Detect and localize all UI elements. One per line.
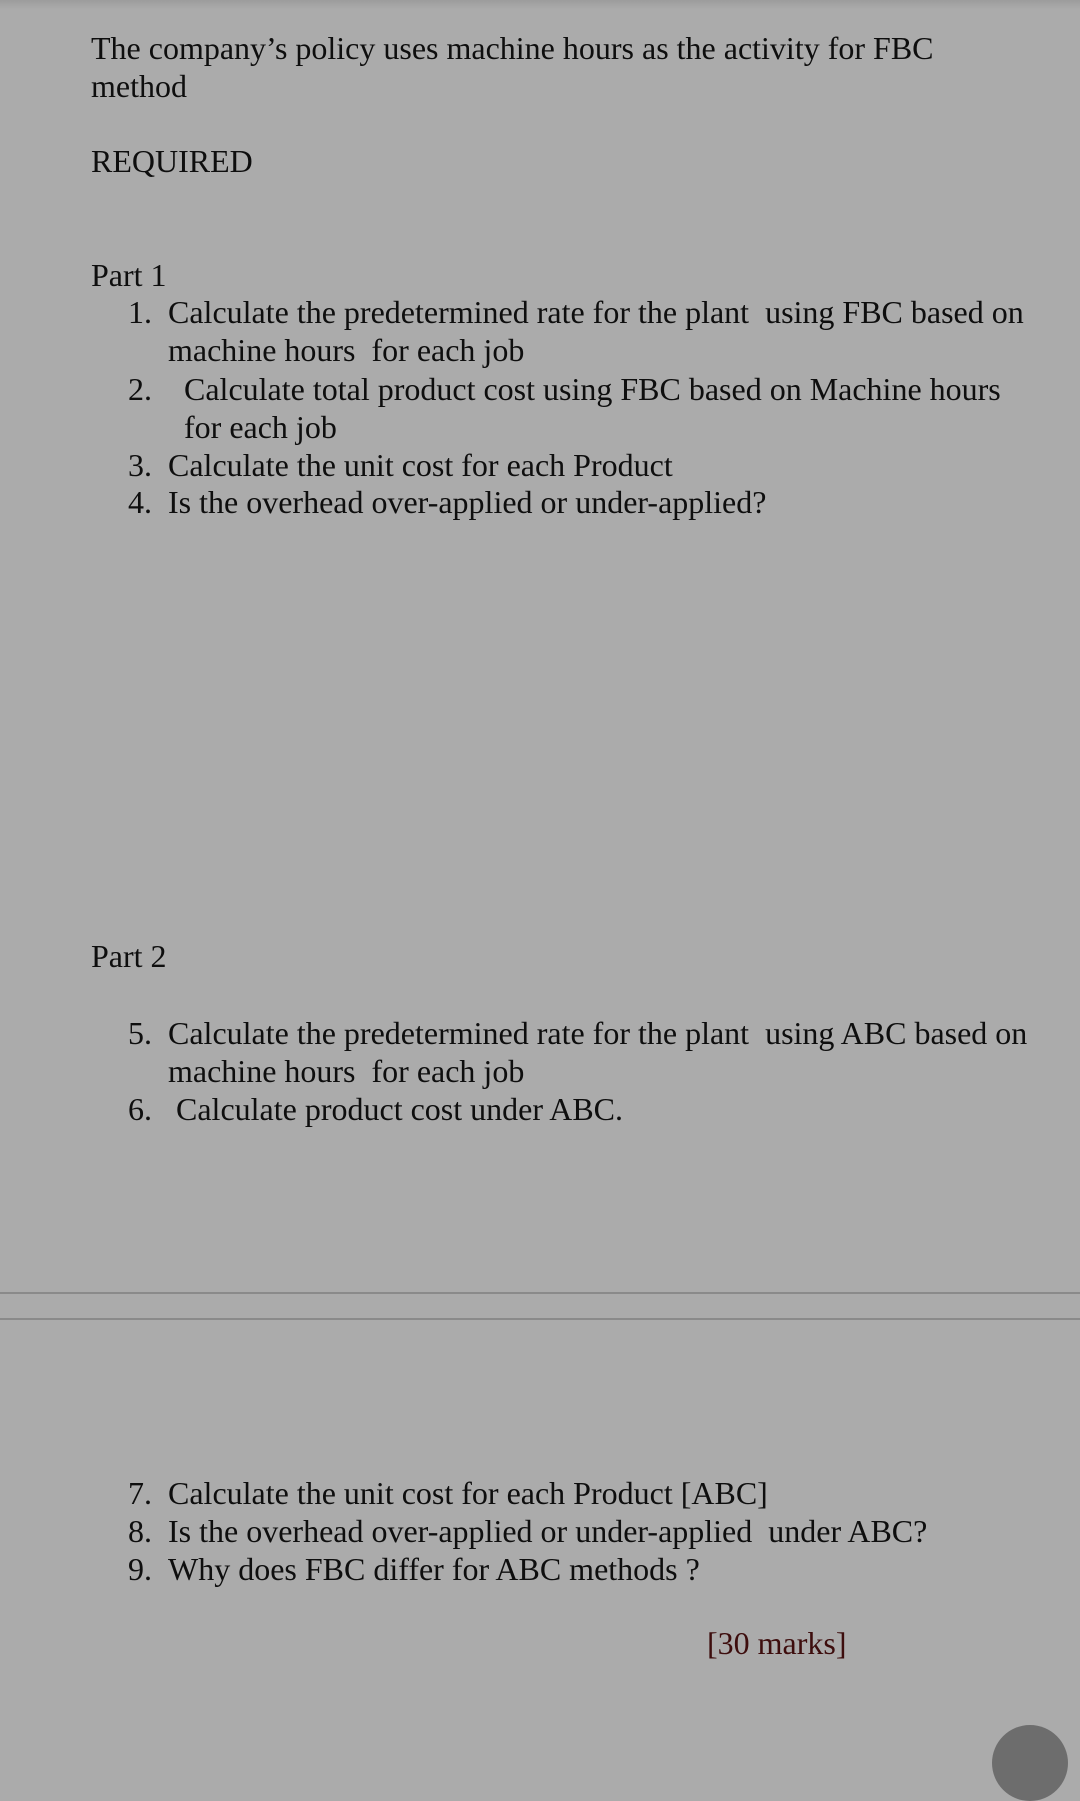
question-number: 8. bbox=[128, 1513, 152, 1549]
question-number: 4. bbox=[128, 484, 152, 520]
part-2-heading: Part 2 bbox=[91, 938, 167, 974]
question-item-9 bbox=[128, 1550, 1028, 1588]
question-item-3 bbox=[128, 446, 1028, 484]
floating-action-button[interactable] bbox=[992, 1725, 1068, 1801]
required-heading: REQUIRED bbox=[91, 143, 253, 179]
question-item-4 bbox=[128, 483, 1028, 521]
question-item-1 bbox=[128, 293, 1032, 369]
question-text: Calculate the predetermined rate for the plant using ABC based on machine hours for each job bbox=[168, 1015, 1036, 1089]
question-text: Calculate the unit cost for each Product [ABC] bbox=[168, 1475, 768, 1511]
question-text: Calculate the predetermined rate for the plant using FBC based on machine hours for each job bbox=[168, 294, 1032, 368]
question-number: 2. bbox=[128, 371, 152, 407]
question-text: Is the overhead over-applied or under-applied? bbox=[168, 484, 767, 520]
question-item-6 bbox=[128, 1090, 1028, 1128]
question-text: Calculate total product cost using FBC based on Machine hours for each job bbox=[176, 371, 1017, 445]
question-text: Calculate the unit cost for each Product bbox=[168, 447, 673, 483]
intro-paragraph: The company’s policy uses machine hours as the activity for FBC method bbox=[91, 30, 934, 104]
question-number: 1. bbox=[128, 294, 152, 330]
question-text: Why does FBC differ for ABC methods ? bbox=[168, 1551, 700, 1587]
question-item-5 bbox=[128, 1014, 1036, 1090]
marks-total: [30 marks] bbox=[707, 1625, 847, 1661]
question-number: 6. bbox=[128, 1091, 152, 1127]
question-item-2 bbox=[128, 370, 1028, 446]
question-number: 5. bbox=[128, 1015, 152, 1051]
question-item-8 bbox=[128, 1512, 1028, 1550]
question-text: Is the overhead over-applied or under-applied under ABC? bbox=[168, 1513, 928, 1549]
page-break-line-bottom bbox=[0, 1318, 1080, 1320]
question-number: 9. bbox=[128, 1551, 152, 1587]
page-break-line-top bbox=[0, 1292, 1080, 1294]
question-text: Calculate product cost under ABC. bbox=[168, 1091, 624, 1127]
part-1-heading: Part 1 bbox=[91, 257, 167, 293]
question-number: 3. bbox=[128, 447, 152, 483]
question-item-7 bbox=[128, 1474, 1028, 1512]
question-number: 7. bbox=[128, 1475, 152, 1511]
